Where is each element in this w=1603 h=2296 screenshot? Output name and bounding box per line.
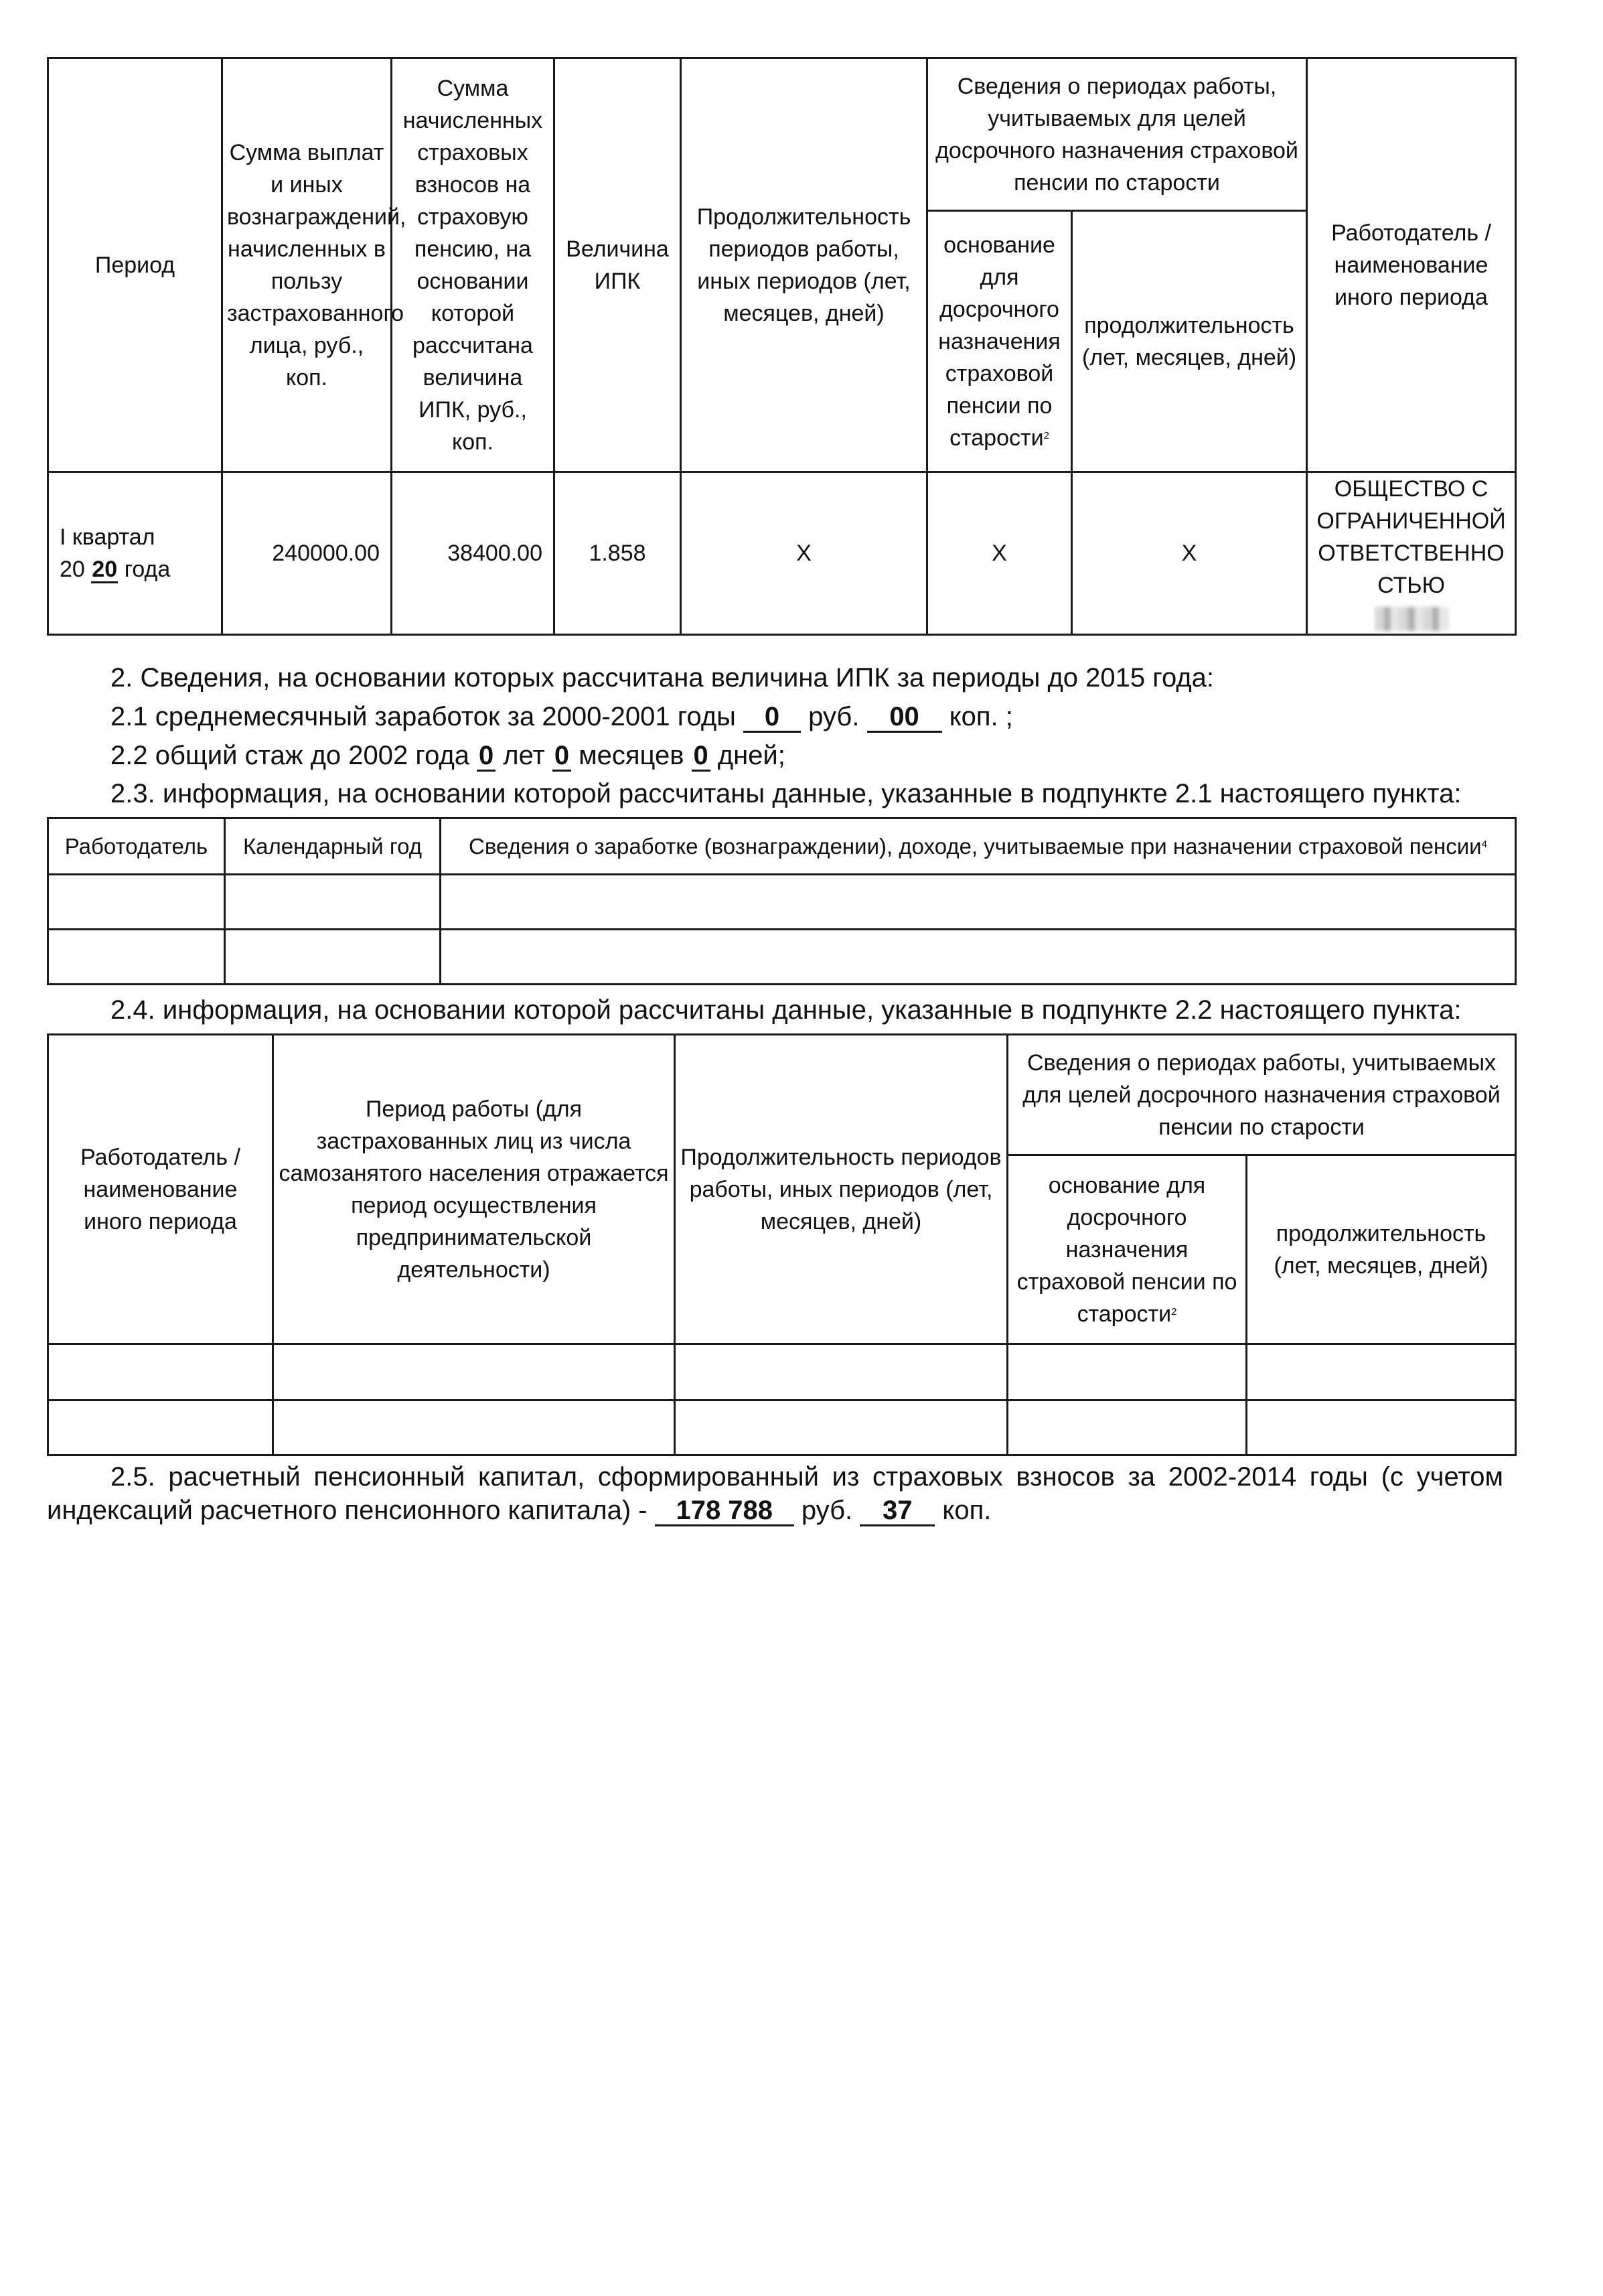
header-early-duration-3: продолжительность (лет, месяцев, дней) bbox=[1247, 1155, 1516, 1344]
pension-capital-kop: 37 bbox=[860, 1496, 935, 1526]
empty-cell bbox=[273, 1401, 675, 1455]
empty-cell bbox=[225, 930, 441, 985]
empty-cell bbox=[48, 930, 225, 985]
header-early-basis-3: основание для досрочного назначения страховой пенсии по старости$^2$ bbox=[1008, 1155, 1247, 1344]
empty-cell bbox=[675, 1344, 1008, 1401]
row-ipk: 1.858 bbox=[554, 472, 681, 635]
period-quarter: I квартал bbox=[60, 524, 155, 550]
redacted-employer-name bbox=[1375, 607, 1448, 631]
empty-cell bbox=[48, 875, 225, 930]
header-early-group: Сведения о периодах работы, учитываемых для целей досрочного назначения страховой пенсии по старости bbox=[927, 58, 1307, 211]
empty-cell bbox=[441, 875, 1516, 930]
empty-cell bbox=[1008, 1344, 1247, 1401]
header-ipk: Величина ИПК bbox=[554, 58, 681, 472]
header-employer-2: Работодатель bbox=[48, 818, 225, 875]
period-year: 20 20 года bbox=[60, 557, 171, 582]
header-calendar-year: Календарный год bbox=[225, 818, 441, 875]
header-early-duration: продолжительность (лет, месяцев, дней) bbox=[1072, 211, 1307, 472]
pension-capital-rub: 178 788 bbox=[655, 1496, 794, 1526]
paragraph-2-2: 2.2 общий стаж до 2002 года 0 лет 0 месяцев 0 дней; bbox=[110, 741, 785, 770]
empty-cell bbox=[1247, 1401, 1516, 1455]
header-period: Период bbox=[48, 58, 222, 472]
empty-cell bbox=[1247, 1344, 1516, 1401]
row-employer bbox=[1307, 472, 1516, 635]
row-duration: X bbox=[681, 472, 927, 635]
empty-cell bbox=[675, 1401, 1008, 1455]
header-contributions: Сумма начисленных страховых взносов на страховую пенсию, на основании которой рассчитана величина ИПК, руб., коп. bbox=[392, 58, 554, 472]
header-early-group-3: Сведения о периодах работы, учитываемых для целей досрочного назначения страховой пенсии по старости bbox=[1008, 1035, 1516, 1155]
header-employer-3: Работодатель / наименование иного периода bbox=[48, 1035, 273, 1344]
section-2-title: 2. Сведения, на основании которых рассчитана величина ИПК за периоды до 2015 года: bbox=[110, 663, 1215, 693]
header-income: Сведения о заработке (вознаграждении), доходе, учитываемые при назначении страховой пенсии$^4$ bbox=[441, 818, 1516, 875]
row-period bbox=[48, 472, 222, 635]
empty-cell bbox=[273, 1344, 675, 1401]
experience-table bbox=[47, 1033, 1517, 1456]
header-payments: Сумма выплат и иных вознаграждений, начисленных в пользу застрахованного лица, руб., коп. bbox=[222, 58, 392, 472]
empty-cell bbox=[48, 1344, 273, 1401]
paragraph-2-4: 2.4. информация, на основании которой рассчитаны данные, указанные в подпункте 2.2 настоящего пункта: bbox=[110, 995, 1462, 1025]
employer-name: ОБЩЕСТВО С ОГРАНИЧЕННОЙ ОТВЕТСТВЕННОСТЬЮ bbox=[1316, 476, 1506, 598]
header-early-basis: основание для досрочного назначения страховой пенсии по старости$^2$ bbox=[927, 211, 1072, 472]
header-work-period: Период работы (для застрахованных лиц из числа самозанятого населения отражается период осуществления предпринимательской деятельности) bbox=[273, 1035, 675, 1344]
experience-days: 0 bbox=[692, 741, 710, 772]
paragraph-2-5-line1: 2.5. расчетный пенсионный капитал, сформированный из страховых взносов за 2002-2014 годы (с учетом bbox=[110, 1462, 1503, 1492]
experience-months: 0 bbox=[552, 741, 571, 772]
income-table bbox=[47, 817, 1517, 985]
experience-years: 0 bbox=[477, 741, 495, 772]
empty-cell bbox=[441, 930, 1516, 985]
ipk-periods-table bbox=[47, 57, 1517, 636]
paragraph-2-3: 2.3. информация, на основании которой рассчитаны данные, указанные в подпункте 2.1 настоящего пункта: bbox=[110, 779, 1462, 808]
empty-cell bbox=[48, 1401, 273, 1455]
avg-salary-rub: 0 bbox=[743, 703, 801, 733]
empty-cell bbox=[1008, 1401, 1247, 1455]
row-early-duration: X bbox=[1072, 472, 1307, 635]
paragraph-2-5-line2: индексаций расчетного пенсионного капитала) - 178 788 руб. 37 коп. bbox=[47, 1496, 992, 1525]
header-duration: Продолжительность периодов работы, иных периодов (лет, месяцев, дней) bbox=[681, 58, 927, 472]
row-contributions: 38400.00 bbox=[392, 472, 554, 635]
row-payments: 240000.00 bbox=[222, 472, 392, 635]
header-duration-3: Продолжительность периодов работы, иных периодов (лет, месяцев, дней) bbox=[675, 1035, 1008, 1344]
row-early-basis: X bbox=[927, 472, 1072, 635]
avg-salary-kop: 00 bbox=[867, 703, 942, 733]
header-employer: Работодатель / наименование иного периода bbox=[1307, 58, 1516, 472]
empty-cell bbox=[225, 875, 441, 930]
paragraph-2-1: 2.1 среднемесячный заработок за 2000-2001 годы 0 руб. 00 коп. ; bbox=[110, 702, 1013, 731]
